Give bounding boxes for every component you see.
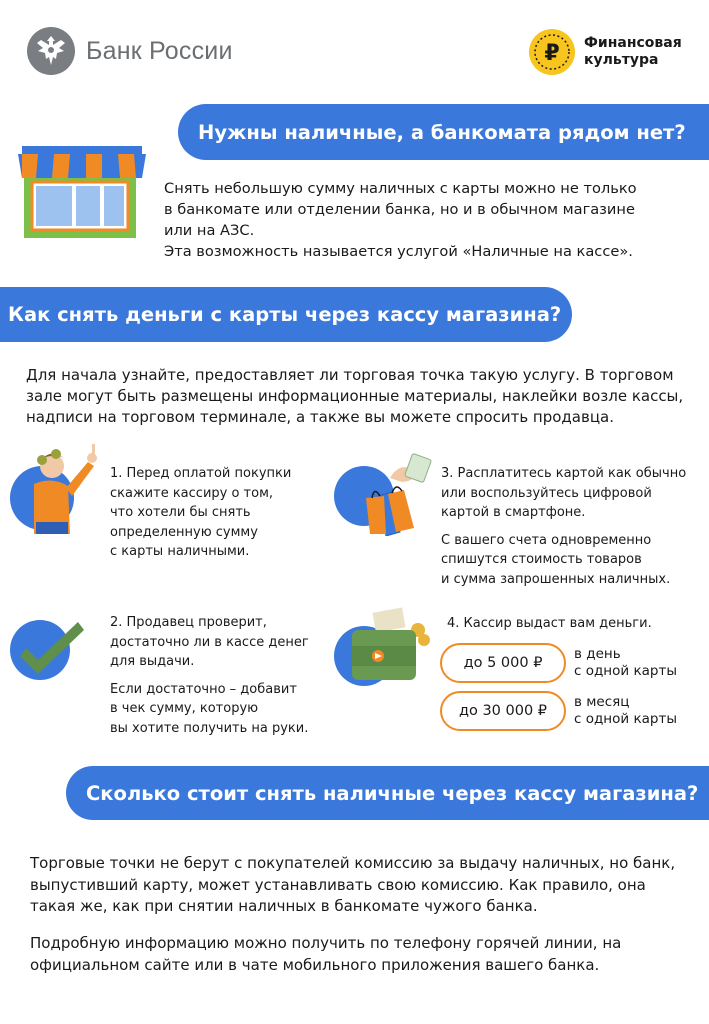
bank-of-russia-eagle-icon bbox=[26, 26, 76, 76]
step-text-line: скажите кассиру о том, bbox=[110, 485, 274, 501]
person-pointing-icon bbox=[8, 436, 104, 536]
step-text-line: 2. Продавец проверит, bbox=[110, 615, 267, 630]
intro-paragraph bbox=[164, 178, 674, 262]
intro-line: Снять небольшую сумму наличных с карты можно не только bbox=[164, 180, 637, 197]
how-to-paragraph: Для начала узнайте, предоставляет ли торговая точка такую услугу. В торговом зале могут быть размещены информационные материалы, наклейки возле кассы, надписи на торговом терминале, а также вы можете спросить продавца. bbox=[26, 366, 684, 426]
checkmark-icon bbox=[8, 618, 88, 682]
section-heading-cost bbox=[66, 766, 709, 820]
limit-period: в месяц bbox=[574, 694, 630, 710]
step-text-line: картой в смартфоне. bbox=[441, 505, 586, 520]
step-text-line: 3. Расплатитесь картой как обычно bbox=[441, 466, 687, 481]
limit-scope: с одной карты bbox=[574, 663, 677, 679]
step-text-line: в чек сумму, которую bbox=[110, 701, 259, 716]
fk-title-line2: культура bbox=[584, 52, 659, 68]
shop-icon bbox=[18, 142, 146, 242]
limit-amount-pill: до 30 000 ₽ bbox=[440, 691, 566, 731]
step-text-line: или воспользуйтесь цифровой bbox=[441, 485, 652, 501]
step-text-line: достаточно ли в кассе денег bbox=[110, 634, 309, 650]
cost-paragraph: Торговые точки не берут с покупателей комиссию за выдачу наличных, но банк, выпустивший карту, может устанавливать свою комиссию. Как правило, она такая же, как при снятии наличных в банкомате чужого банка. bbox=[30, 854, 676, 915]
step-text-line: для выдачи. bbox=[110, 654, 195, 669]
step-text-line: что хотели бы снять bbox=[110, 505, 251, 520]
step-4: 4. Кассир выдаст вам деньги. bbox=[447, 616, 652, 631]
limit-monthly bbox=[440, 691, 677, 731]
step-text-line: 1. Перед оплатой покупки bbox=[110, 466, 292, 481]
step-text-line: Если достаточно – добавит bbox=[110, 681, 297, 697]
section-heading-how-to bbox=[0, 287, 572, 342]
section-heading-text: Сколько стоит снять наличные через кассу магазина? bbox=[86, 781, 699, 805]
financial-culture-logo bbox=[528, 28, 682, 76]
step-text-line: определенную сумму bbox=[110, 524, 258, 540]
step-1 bbox=[110, 464, 310, 562]
ruble-coin-icon bbox=[528, 28, 576, 76]
bank-name: Банк России bbox=[86, 36, 233, 65]
more-info-paragraph: Подробную информацию можно получить по телефону горячей линии, на официальном сайте или в чате мобильного приложения вашего банка. bbox=[30, 934, 622, 974]
shopping-bags-icon bbox=[334, 452, 434, 536]
section-heading-no-atm bbox=[178, 104, 709, 160]
step-2 bbox=[110, 613, 325, 738]
limit-period: в день bbox=[574, 646, 621, 662]
step-3 bbox=[441, 464, 701, 589]
step-text-line: и сумма запрошенных наличных. bbox=[441, 571, 671, 587]
step-text-line: с карты наличными. bbox=[110, 544, 250, 559]
limit-daily bbox=[440, 643, 677, 683]
section-heading-text: Как снять деньги с карты через кассу магазина? bbox=[8, 303, 562, 326]
bank-of-russia-logo bbox=[26, 26, 233, 76]
ruble-symbol: ₽ bbox=[544, 41, 560, 66]
intro-line: или на АЗС. bbox=[164, 222, 255, 239]
step-text-line: спишутся стоимость товаров bbox=[441, 552, 642, 567]
intro-line: Эта возможность называется услугой «Наличные на кассе». bbox=[164, 243, 633, 260]
intro-line: в банкомате или отделении банка, но и в обычном магазине bbox=[164, 201, 635, 218]
fk-title-line1: Финансовая bbox=[584, 35, 682, 51]
section-heading-text: Нужны наличные, а банкомата рядом нет? bbox=[198, 120, 686, 144]
step-text-line: вы хотите получить на руки. bbox=[110, 720, 309, 736]
wallet-icon bbox=[334, 606, 434, 690]
limit-scope: с одной карты bbox=[574, 711, 677, 727]
step-text-line: С вашего счета одновременно bbox=[441, 532, 652, 548]
limit-amount-pill: до 5 000 ₽ bbox=[440, 643, 566, 683]
